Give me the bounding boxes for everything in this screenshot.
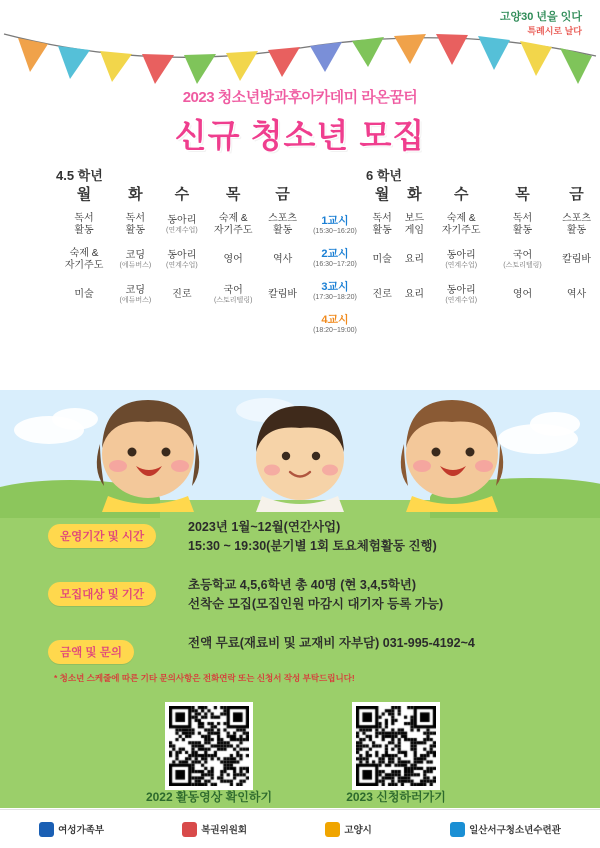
schedule-cell: 국어 (스토리텔링): [213, 284, 253, 305]
qr-section: [0, 700, 600, 812]
period-name: 3교시: [321, 281, 349, 293]
info-row: [40, 518, 560, 562]
schedule-table-grade6: [366, 185, 600, 313]
schedule-cell: 보드 게임: [404, 212, 425, 237]
schedule-day-header: 목: [515, 186, 530, 203]
brand-line-1: 고양30 년을 잇다: [499, 11, 582, 23]
schedule-cell: 칼림바: [562, 254, 592, 265]
schedule-cell: 스포츠 활동: [268, 212, 298, 237]
schedule-cell: 요리: [404, 254, 425, 265]
schedule-cell: 영어: [223, 254, 243, 265]
schedule-cell: 진로: [372, 289, 392, 300]
footer-logo-item: [450, 822, 561, 837]
period-time: (18:20~19:00): [313, 327, 357, 334]
schedule-cell: 독서 활동: [74, 212, 94, 237]
footer-logo-item: [182, 822, 247, 837]
footer-logo-label: 복권위원회: [201, 825, 248, 836]
info-target-line1: 초등학교 4,5,6학년 총 40명 (현 3,4,5학년): [188, 578, 417, 592]
period-item: [308, 207, 362, 240]
period-column: [308, 207, 362, 339]
poster-subtitle: 2023 청소년방과후아카데미 라온꿈터: [182, 89, 418, 106]
schedule-cell: 역사: [272, 254, 293, 265]
bunting-decoration: [0, 22, 600, 92]
schedule-cell: 칼림바: [268, 289, 298, 300]
kids-illustration: [0, 392, 600, 512]
footer-logo-label: 일산서구청소년수련관: [469, 825, 561, 836]
period-item: [308, 306, 362, 339]
youth-center-logo-icon: [450, 822, 465, 837]
schedule-section: [28, 165, 592, 377]
info-period-line1: 2023년 1월~12월(연간사업): [188, 520, 341, 534]
schedule-cell: 미술: [74, 289, 94, 300]
schedule-day-header: 화: [128, 186, 143, 203]
schedule-cell: 요리: [404, 289, 425, 300]
schedule-cell: 숙제 & 자기주도: [64, 247, 104, 272]
info-value-period: [188, 518, 560, 557]
footer-logo-label: 고양시: [344, 825, 372, 836]
poster-title: 신규 청소년 모집: [174, 117, 426, 154]
ministry-logo-icon: [39, 822, 54, 837]
schedule-cell: 코딩 (에듀버스): [119, 284, 152, 305]
schedule-day-header: 금: [569, 186, 584, 203]
schedule-cell: 진로: [172, 289, 192, 300]
qr-code-activity-video[interactable]: [165, 702, 253, 790]
schedule-cell: 영어: [512, 289, 533, 300]
footer-logo-label: 여성가족부: [58, 825, 104, 836]
period-name: 1교시: [321, 215, 349, 227]
schedule-day-header: 수: [174, 186, 190, 203]
schedule-cell: 역사: [566, 289, 587, 300]
schedule-day-header: 월: [374, 186, 390, 203]
red-note: [54, 672, 554, 684]
period-name: 2교시: [321, 248, 349, 260]
qr-label-activity-video: 2022 활동영상 확인하기: [145, 790, 273, 804]
period-name: 4교시: [321, 314, 349, 326]
schedule-cell: 국어 (스토리텔링): [503, 249, 542, 270]
info-value-fee: [188, 634, 560, 653]
goyang-city-logo-icon: [325, 822, 340, 837]
info-period-line2: 15:30 ~ 19:30(분기별 1회 토요체험활동 진행): [188, 539, 437, 554]
schedule-cell: 숙제 & 자기주도: [213, 212, 253, 237]
schedule-cell: 스포츠 활동: [562, 212, 592, 237]
info-value-target: [188, 576, 560, 615]
schedule-cell: 동아리 (연계수업): [445, 284, 478, 305]
info-tag-target: 모집대상 및 기간: [48, 582, 156, 606]
schedule-day-header: 수: [453, 186, 469, 203]
qr-label-application: 2023 신청하러가기: [346, 790, 446, 804]
schedule-cell: 코딩 (에듀버스): [119, 249, 152, 270]
period-time: (17:30~18:20): [313, 294, 357, 301]
grade-label-right: 6 학년: [366, 168, 402, 183]
schedule-cell: 동아리 (연계수업): [166, 214, 198, 235]
schedule-table-grade45: [56, 185, 304, 313]
qr-code-application[interactable]: [352, 702, 440, 790]
info-row: [40, 576, 560, 620]
red-note-text: * 청소년 스케줄에 따른 기타 문의사항은 전화연락 또는 신청서 작성 부탁드립니다!: [54, 673, 355, 683]
info-tag-period: 운영기간 및 시간: [48, 524, 156, 548]
info-tag-fee: 금액 및 문의: [48, 640, 134, 664]
period-item: [308, 240, 362, 273]
footer-logo-item: [325, 822, 372, 837]
period-item: [308, 273, 362, 306]
schedule-day-header: 금: [275, 186, 290, 203]
footer-logo-item: [39, 822, 104, 837]
brand-line-2: 특례시로 날다: [527, 26, 582, 36]
schedule-day-header: 화: [407, 186, 422, 203]
schedule-cell: 독서 활동: [512, 212, 533, 237]
info-fee-line1: 전액 무료(재료비 및 교재비 자부담) 031-995-4192~4: [188, 636, 475, 650]
period-time: (15:30~16:20): [313, 228, 357, 235]
info-section: [40, 518, 560, 692]
schedule-day-header: 목: [225, 186, 241, 203]
period-time: (16:30~17:20): [313, 261, 357, 268]
schedule-cell: 숙제 & 자기주도: [441, 212, 481, 237]
schedule-cell: 동아리 (연계수업): [445, 249, 478, 270]
schedule-cell: 독서 활동: [125, 212, 145, 237]
lottery-commission-logo-icon: [182, 822, 197, 837]
schedule-cell: 동아리 (연계수업): [166, 249, 198, 270]
footer-logos: [0, 809, 600, 848]
schedule-day-header: 월: [76, 186, 92, 203]
grade-label-left: 4.5 학년: [56, 168, 103, 183]
info-target-line2: 선착순 모집(모집인원 마감시 대기자 등록 가능): [188, 597, 444, 612]
schedule-cell: 미술: [372, 254, 392, 265]
schedule-cell: 독서 활동: [372, 212, 392, 237]
